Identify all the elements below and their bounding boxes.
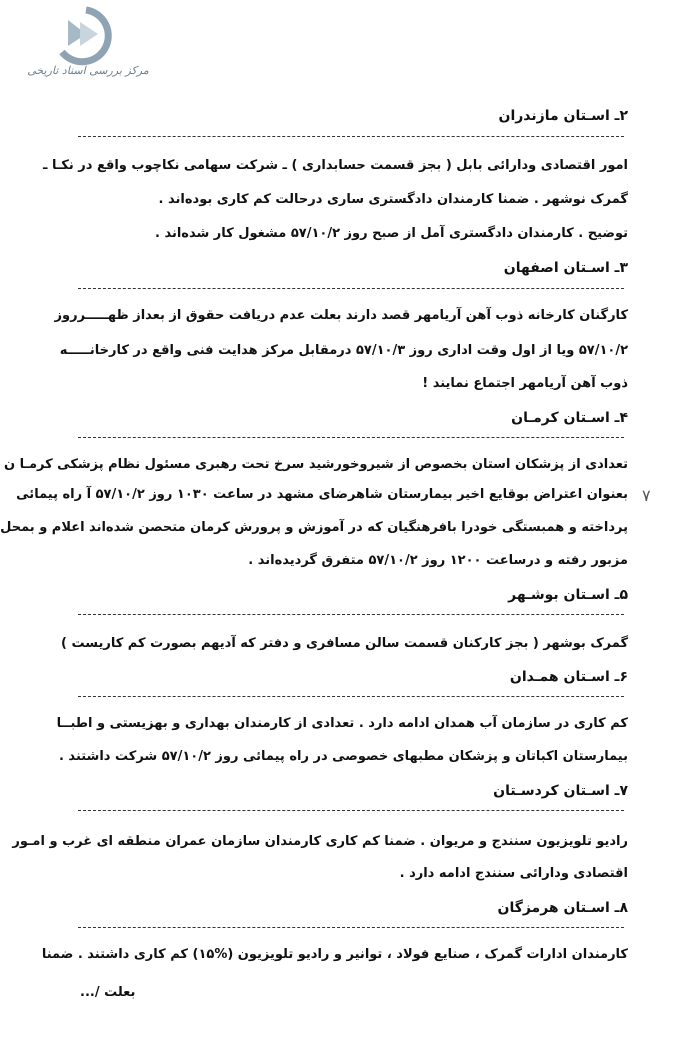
section-heading-isfahan: ۳ـ اسـتان اصفهان [503,260,628,276]
text-line: گمرک نوشهر . ضمنا کارمندان دادگستری ساری درحالت کم کاری بوده‌اند . [158,192,628,207]
archive-logo-text: مرکز بررسی اسناد تاریخی [27,64,149,77]
section-heading-mazandaran: ۲ـ اسـتان مازندران [498,108,628,124]
section-divider [78,136,624,137]
section-heading-hormozgan: ۸ـ اسـتان هرمزگان [497,900,628,916]
text-line: توضیح . کارمندان دادگستری آمل از صبح روز ۵۷/۱۰/۲ مشغول کار شده‌اند . [155,226,628,241]
archive-logo [18,6,158,84]
text-line: رادیو تلویزیون سنندج و مریوان . ضمنا کم کاری کارمندان سازمان عمران منطقه ای غرب و امـور [12,834,628,849]
section-heading-kerman: ۴ـ اسـتان کرمـان [511,410,628,426]
text-line: اقتصادی ودارائی سنندج ادامه دارد . [399,866,628,881]
text-line: ۵۷/۱۰/۲ ویا از اول وقت اداری روز ۵۷/۱۰/۳ درمقابل مرکز هدایت فنی واقع در کارخانـــــه [59,343,628,358]
section-divider [78,696,624,697]
text-line: ذوب آهن آریامهر اجتماع نمایند ! [422,376,628,391]
margin-handwritten-mark: ٧ [642,486,651,505]
section-divider [78,614,624,615]
section-heading-kurdistan: ۷ـ اسـتان کردسـتان [493,783,628,799]
text-line: بعنوان اعتراض بوقایع اخیر بیمارستان شاهرضای مشهد در ساعت ۱۰۳۰ روز ۵۷/۱۰/۲ آ راه پیمائی [16,487,628,502]
text-line: کارگنان کارخانه ذوب آهن آریامهر قصد دارند بعلت عدم دریافت حقوق از بعداز ظهـــــرروز [54,308,628,323]
section-heading-hamadan: ۶ـ اسـتان همـدان [509,669,628,685]
text-line: پرداخته و همبستگی خودرا بافرهنگیان که در آموزش و پرورش کرمان متحصن شده‌اند اعلام و بمحل [0,520,628,535]
continuation-note: بعلت /... [80,985,136,1000]
text-line: امور اقتصادی ودارائی بابل ( بجز قسمت حسابداری ) ـ شرکت سهامی نکاچوب واقع در نکـا ـ [43,158,628,173]
text-line: مزبور رفته و درساعت ۱۲۰۰ روز ۵۷/۱۰/۲ متفرق گردیده‌اند . [248,553,628,568]
text-line: کم کاری در سازمان آب همدان ادامه دارد . تعدادی از کارمندان بهداری و بهزیستی و اطبــا [56,716,628,731]
section-divider [78,437,624,438]
text-line: کارمندان ادارات گمرک ، صنایع فولاد ، توانیر و رادیو تلویزیون (%۱۵) کم کاری داشتند . ضمنا [41,947,628,962]
text-line: گمرک بوشهر ( بجز کارکنان قسمت سالن مسافری و دفتر که آدیهم بصورت کم کاریست ) [61,636,628,651]
text-line: بیمارستان اکباتان و پزشکان مطبهای خصوصی در راه پیمائی روز ۵۷/۱۰/۲ شرکت داشتند . [58,749,628,764]
section-heading-bushehr: ۵ـ اسـتان بوشـهر [508,587,628,603]
section-divider [78,810,624,811]
archive-emblem-icon [46,6,126,64]
section-divider [78,288,624,289]
text-line: تعدادی از پزشکان استان بخصوص از شیروخورشید سرخ تحت رهبری مسئول نظام پزشکی کرمـا ن [4,457,628,472]
section-divider [78,927,624,928]
